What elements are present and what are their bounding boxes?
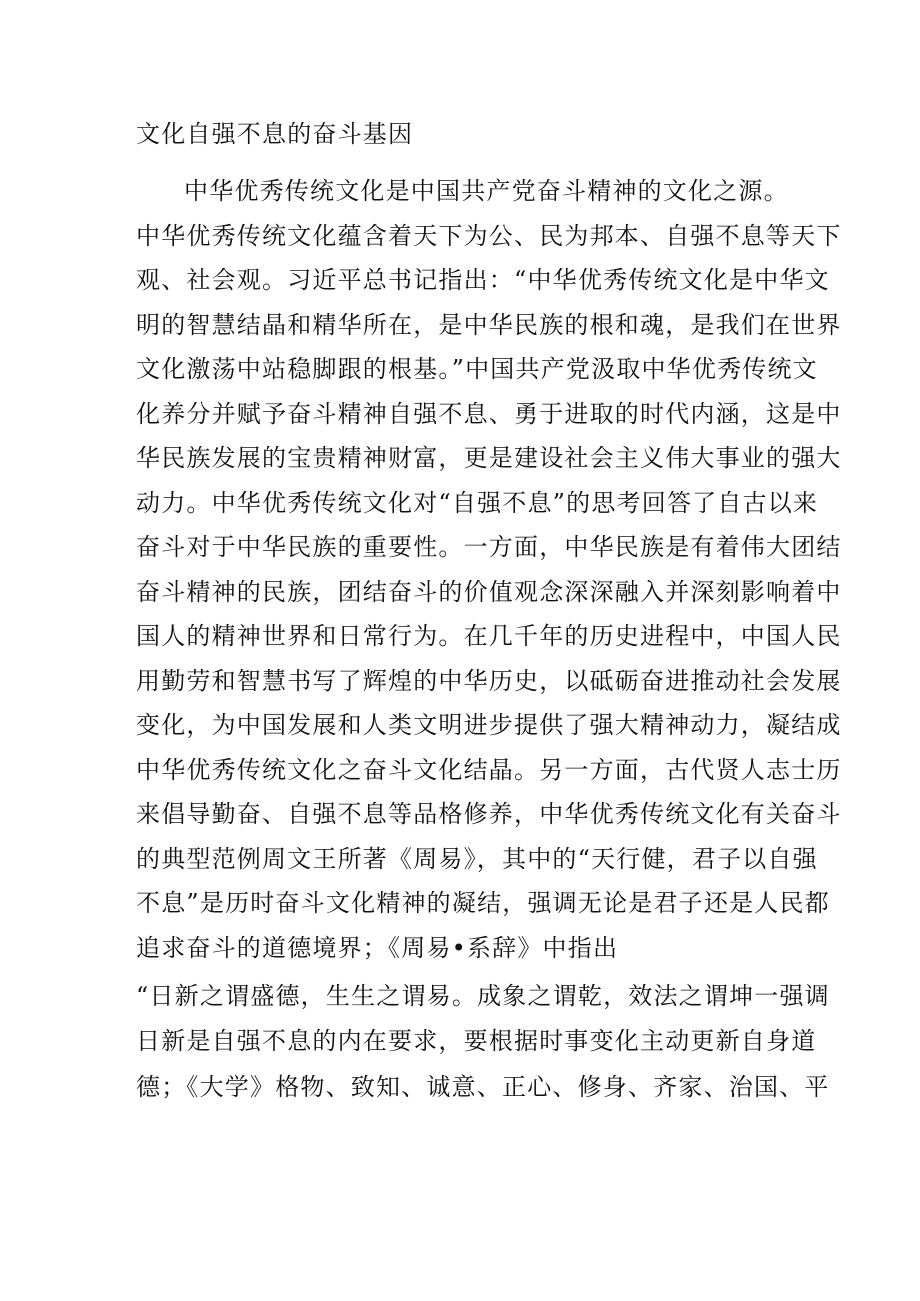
- paragraph-line: 奋斗对于中华民族的重要性。一方面，中华民族是有着伟大团结: [136, 533, 842, 561]
- paragraph-line: 华民族发展的宝贵精神财富，更是建设社会主义伟大事业的强大: [136, 444, 842, 472]
- paragraph-line: 用勤劳和智慧书写了辉煌的中华历史，以砥砺奋进推动社会发展: [136, 667, 842, 695]
- paragraph-line: 奋斗精神的民族，团结奋斗的价值观念深深融入并深刻影响着中: [136, 578, 842, 606]
- paragraph-line: 变化，为中国发展和人类文明进步提供了强大精神动力，凝结成: [136, 711, 842, 739]
- paragraph-line: 文化激荡中站稳脚跟的根基。”中国共产党汲取中华优秀传统文: [136, 355, 818, 383]
- paragraph-line: 中华优秀传统文化是中国共产党奋斗精神的文化之源。: [184, 177, 789, 205]
- paragraph-line: 中华优秀传统文化蕴含着天下为公、民为邦本、自强不息等天下: [136, 222, 842, 250]
- section-heading: 文化自强不息的奋斗基因: [136, 120, 414, 148]
- paragraph-line: 化养分并赋予奋斗精神自强不息、勇于进取的时代内涵，这是中: [136, 400, 842, 428]
- paragraph-line: 日新是自强不息的内在要求，要根据时事变化主动更新自身道: [136, 1027, 817, 1055]
- paragraph-line: 追求奋斗的道德境界；《周易•系辞》中指出: [136, 934, 619, 962]
- paragraph-line: 不息”是历时奋斗文化精神的凝结，强调无论是君子还是人民都: [136, 889, 830, 917]
- paragraph-line: 明的智慧结晶和精华所在，是中华民族的根和魂，是我们在世界: [136, 311, 842, 339]
- paragraph-line: 国人的精神世界和日常行为。在几千年的历史进程中，中国人民: [136, 622, 842, 650]
- paragraph-line: “日新之谓盛德，生生之谓易。成象之谓乾，效法之谓坤一强调: [136, 982, 830, 1010]
- paragraph-line: 德；《大学》格物、致知、诚意、正心、修身、齐家、治国、平: [136, 1073, 830, 1101]
- paragraph-line: 的典型范例周文王所著《周易》，其中的“天行健，君子以自强: [136, 845, 818, 873]
- paragraph-line: 动力。中华优秀传统文化对“自强不息”的思考回答了自古以来: [136, 489, 819, 517]
- paragraph-line: 观、社会观。习近平总书记指出：“中华优秀传统文化是中华文: [136, 266, 830, 294]
- paragraph-line: 来倡导勤奋、自强不息等品格修养，中华优秀传统文化有关奋斗: [136, 800, 842, 828]
- paragraph-line: 中华优秀传统文化之奋斗文化结晶。另一方面，古代贤人志士历: [136, 756, 842, 784]
